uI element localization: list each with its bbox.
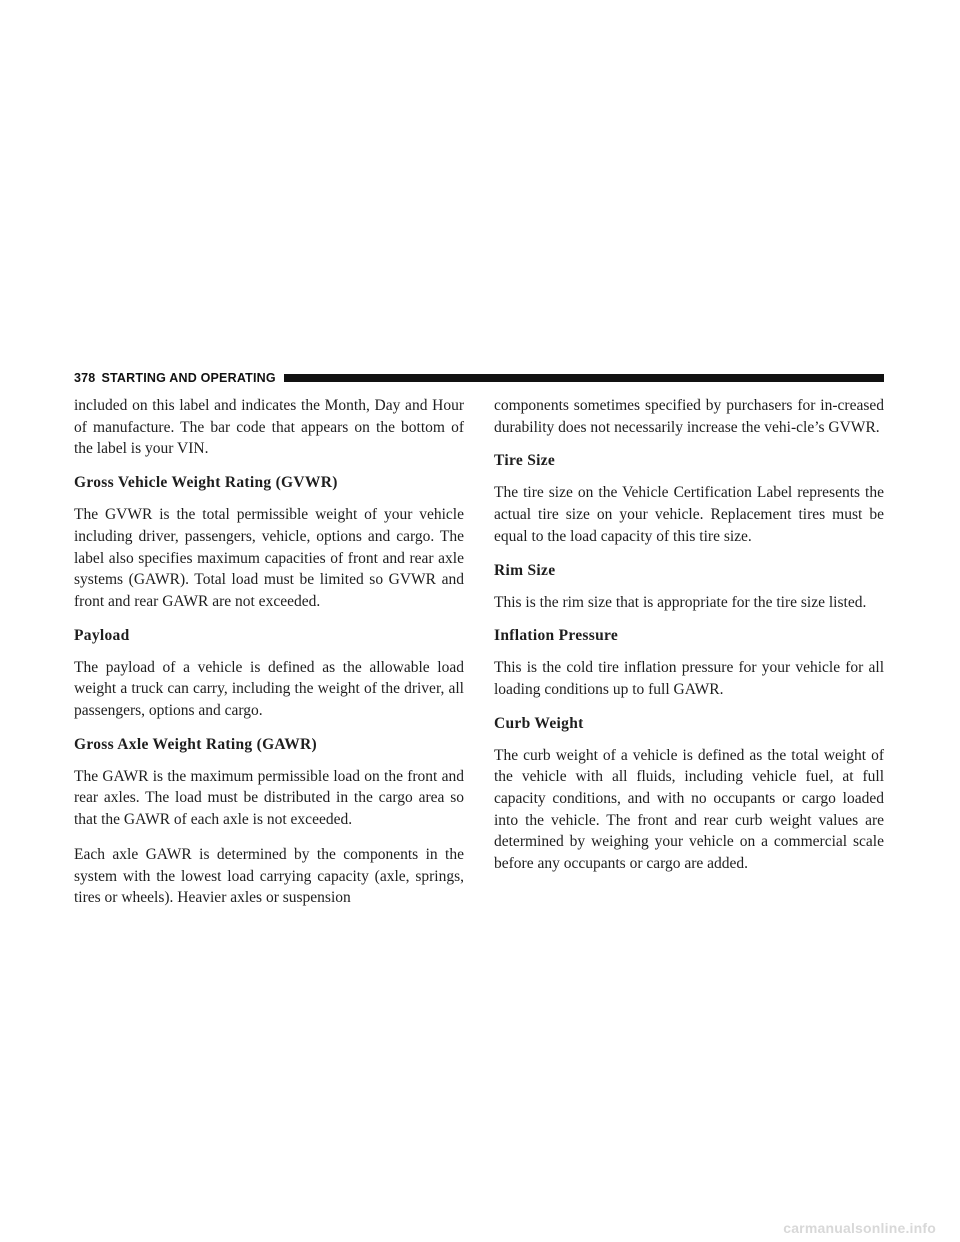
intro-paragraph: included on this label and indicates the Month, Day and Hour of manufacture. The bar code that appears on the bottom of the label is your VIN. [74,397,464,458]
inflation-pressure-paragraph: This is the cold tire inflation pressure for your vehicle for all loading conditions up to full GAWR. [494,659,884,698]
page-number: 378 [74,371,96,385]
gvwr-heading: Gross Vehicle Weight Rating (GVWR) [74,474,338,492]
payload-paragraph: The payload of a vehicle is defined as the allowable load weight a truck can carry, including the weight of the driver, all passengers, options and cargo. [74,658,464,720]
gawr-heading: Gross Axle Weight Rating (GAWR) [74,735,317,753]
payload-heading: Payload [74,626,130,644]
rim-size-heading: Rim Size [494,561,556,579]
curb-weight-heading: Curb Weight [494,714,584,732]
gawr-paragraph-2: Each axle GAWR is determined by the components in the system with the lowest load carrying capacity (axle, springs, tires or wheels). Heavier axles or suspension [74,845,464,907]
gawr-paragraph-1: The GAWR is the maximum permissible load on the front and rear axles. The load must be distributed in the cargo area so that the GAWR of each axle is not exceeded. [74,767,464,829]
page-header [74,370,884,386]
inflation-pressure-heading: Inflation Pressure [494,627,619,645]
gvwr-paragraph: The GVWR is the total permissible weight of your vehicle including driver, passengers, vehicle, options and cargo. The label also specifies maximum capacities of front and rear axle systems (GAWR). Total load must be limited so GVWR and front and rear GAWR are not exceeded. [74,506,464,610]
left-column [74,395,464,922]
curb-weight-paragraph: The curb weight of a vehicle is defined as the total weight of the vehicle with all fluids, including vehicle fuel, at full capacity conditions, and with no occupants or cargo loaded into the vehicle. The front and rear curb weight values are determined by weighing your vehicle on a commercial scale before any occupants or cargo are added. [494,746,884,873]
section-title: STARTING AND OPERATING [101,371,276,385]
right-column [494,395,884,888]
continued-paragraph: components sometimes specified by purchasers for in-creased durability does not necessarily increase the vehi-cle’s GVWR. [494,397,884,436]
rim-size-paragraph: This is the rim size that is appropriate for the tire size listed. [494,593,867,611]
tire-size-paragraph: The tire size on the Vehicle Certification Label represents the actual tire size on your vehicle. Replacement tires must be equal to the load capacity of this tire size. [494,484,884,545]
tire-size-heading: Tire Size [494,452,556,470]
watermark-text: carmanualsonline.info [783,1220,936,1236]
header-rule [284,374,884,382]
